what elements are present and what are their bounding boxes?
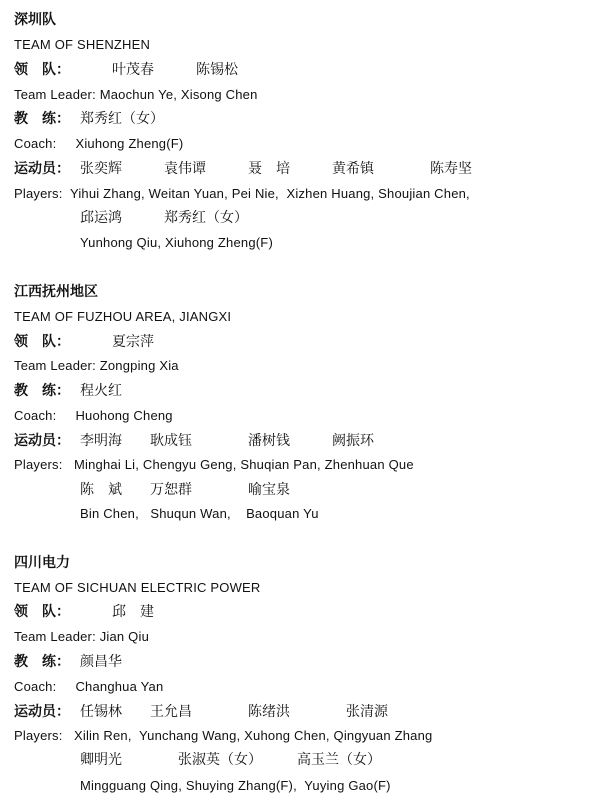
coach-label: 教 练： [14,654,70,670]
leader-label: 领 队： [14,334,70,350]
team-leader-en: Team Leader: Jian Qiu [14,629,149,644]
team-name-en: TEAM OF FUZHOU AREA, JIANGXI [14,309,232,324]
players-label: 运动员： [14,433,70,449]
team-leader-row [14,63,238,77]
players-en-line-2: Mingguang Qing, Shuying Zhang(F), Yuying Gao(F) [80,778,391,793]
players-label: 运动员： [14,161,70,177]
team-name-en: TEAM OF SHENZHEN [14,37,151,52]
team-leader-row [14,605,154,619]
leader-names-zh: 邱 建 [112,604,154,620]
players-en-line-2: Bin Chen, Shuqun Wan, Baoquan Yu [80,506,319,521]
coach-en: Coach: Xiuhong Zheng(F) [14,136,184,151]
players-en-line-1: Players: Minghai Li, Chengyu Geng, Shuqian Pan, Zhenhuan Que [14,457,414,472]
leader-label: 领 队： [14,604,70,620]
coach-row [14,655,122,669]
coach-row [14,384,122,398]
players-row [14,162,472,176]
players-zh-line-2: 陈 斌 万恕群 喻宝泉 [80,482,290,498]
players-en-line-1: Players: Yihui Zhang, Weitan Yuan, Pei Nie, Xizhen Huang, Shoujian Chen, [14,186,470,201]
coach-name-zh: 程火红 [80,383,122,399]
team-leader-en: Team Leader: Maochun Ye, Xisong Chen [14,87,258,102]
team-leader-row [14,335,154,349]
coach-en: Coach: Huohong Cheng [14,408,173,423]
team-leader-en: Team Leader: Zongping Xia [14,358,179,373]
players-en-line-1: Players: Xilin Ren, Yunchang Wang, Xuhong Chen, Qingyuan Zhang [14,728,433,743]
coach-row [14,112,164,126]
coach-label: 教 练： [14,383,70,399]
leader-names-zh: 叶茂春 陈锡松 [112,62,238,78]
players-zh-line-2: 邱运鸿 郑秀红（女） [80,210,248,226]
coach-name-zh: 颜昌华 [80,654,122,670]
players-en-line-2: Yunhong Qiu, Xiuhong Zheng(F) [80,235,273,250]
leader-names-zh: 夏宗萍 [112,334,154,350]
team-name-zh: 江西抚州地区 [14,284,98,300]
leader-label: 领 队： [14,62,70,78]
players-zh-line-2: 卿明光 张淑英（女） 高玉兰（女） [80,752,381,768]
coach-name-zh: 郑秀红（女） [80,111,164,127]
players-zh-line-1: 张奕辉 袁伟谭 聂 培 黄希镇 陈寿坚 [80,161,472,177]
coach-label: 教 练： [14,111,70,127]
players-zh-line-1: 任锡林 王允昌 陈绪洪 张清源 [80,704,388,720]
players-row [14,434,374,448]
coach-en: Coach: Changhua Yan [14,679,164,694]
team-name-en: TEAM OF SICHUAN ELECTRIC POWER [14,580,261,595]
team-name-zh: 四川电力 [14,555,70,571]
players-zh-line-1: 李明海 耿成钰 潘树钱 阙振环 [80,433,374,449]
players-label: 运动员： [14,704,70,720]
players-row [14,705,388,719]
team-name-zh: 深圳队 [14,12,56,28]
